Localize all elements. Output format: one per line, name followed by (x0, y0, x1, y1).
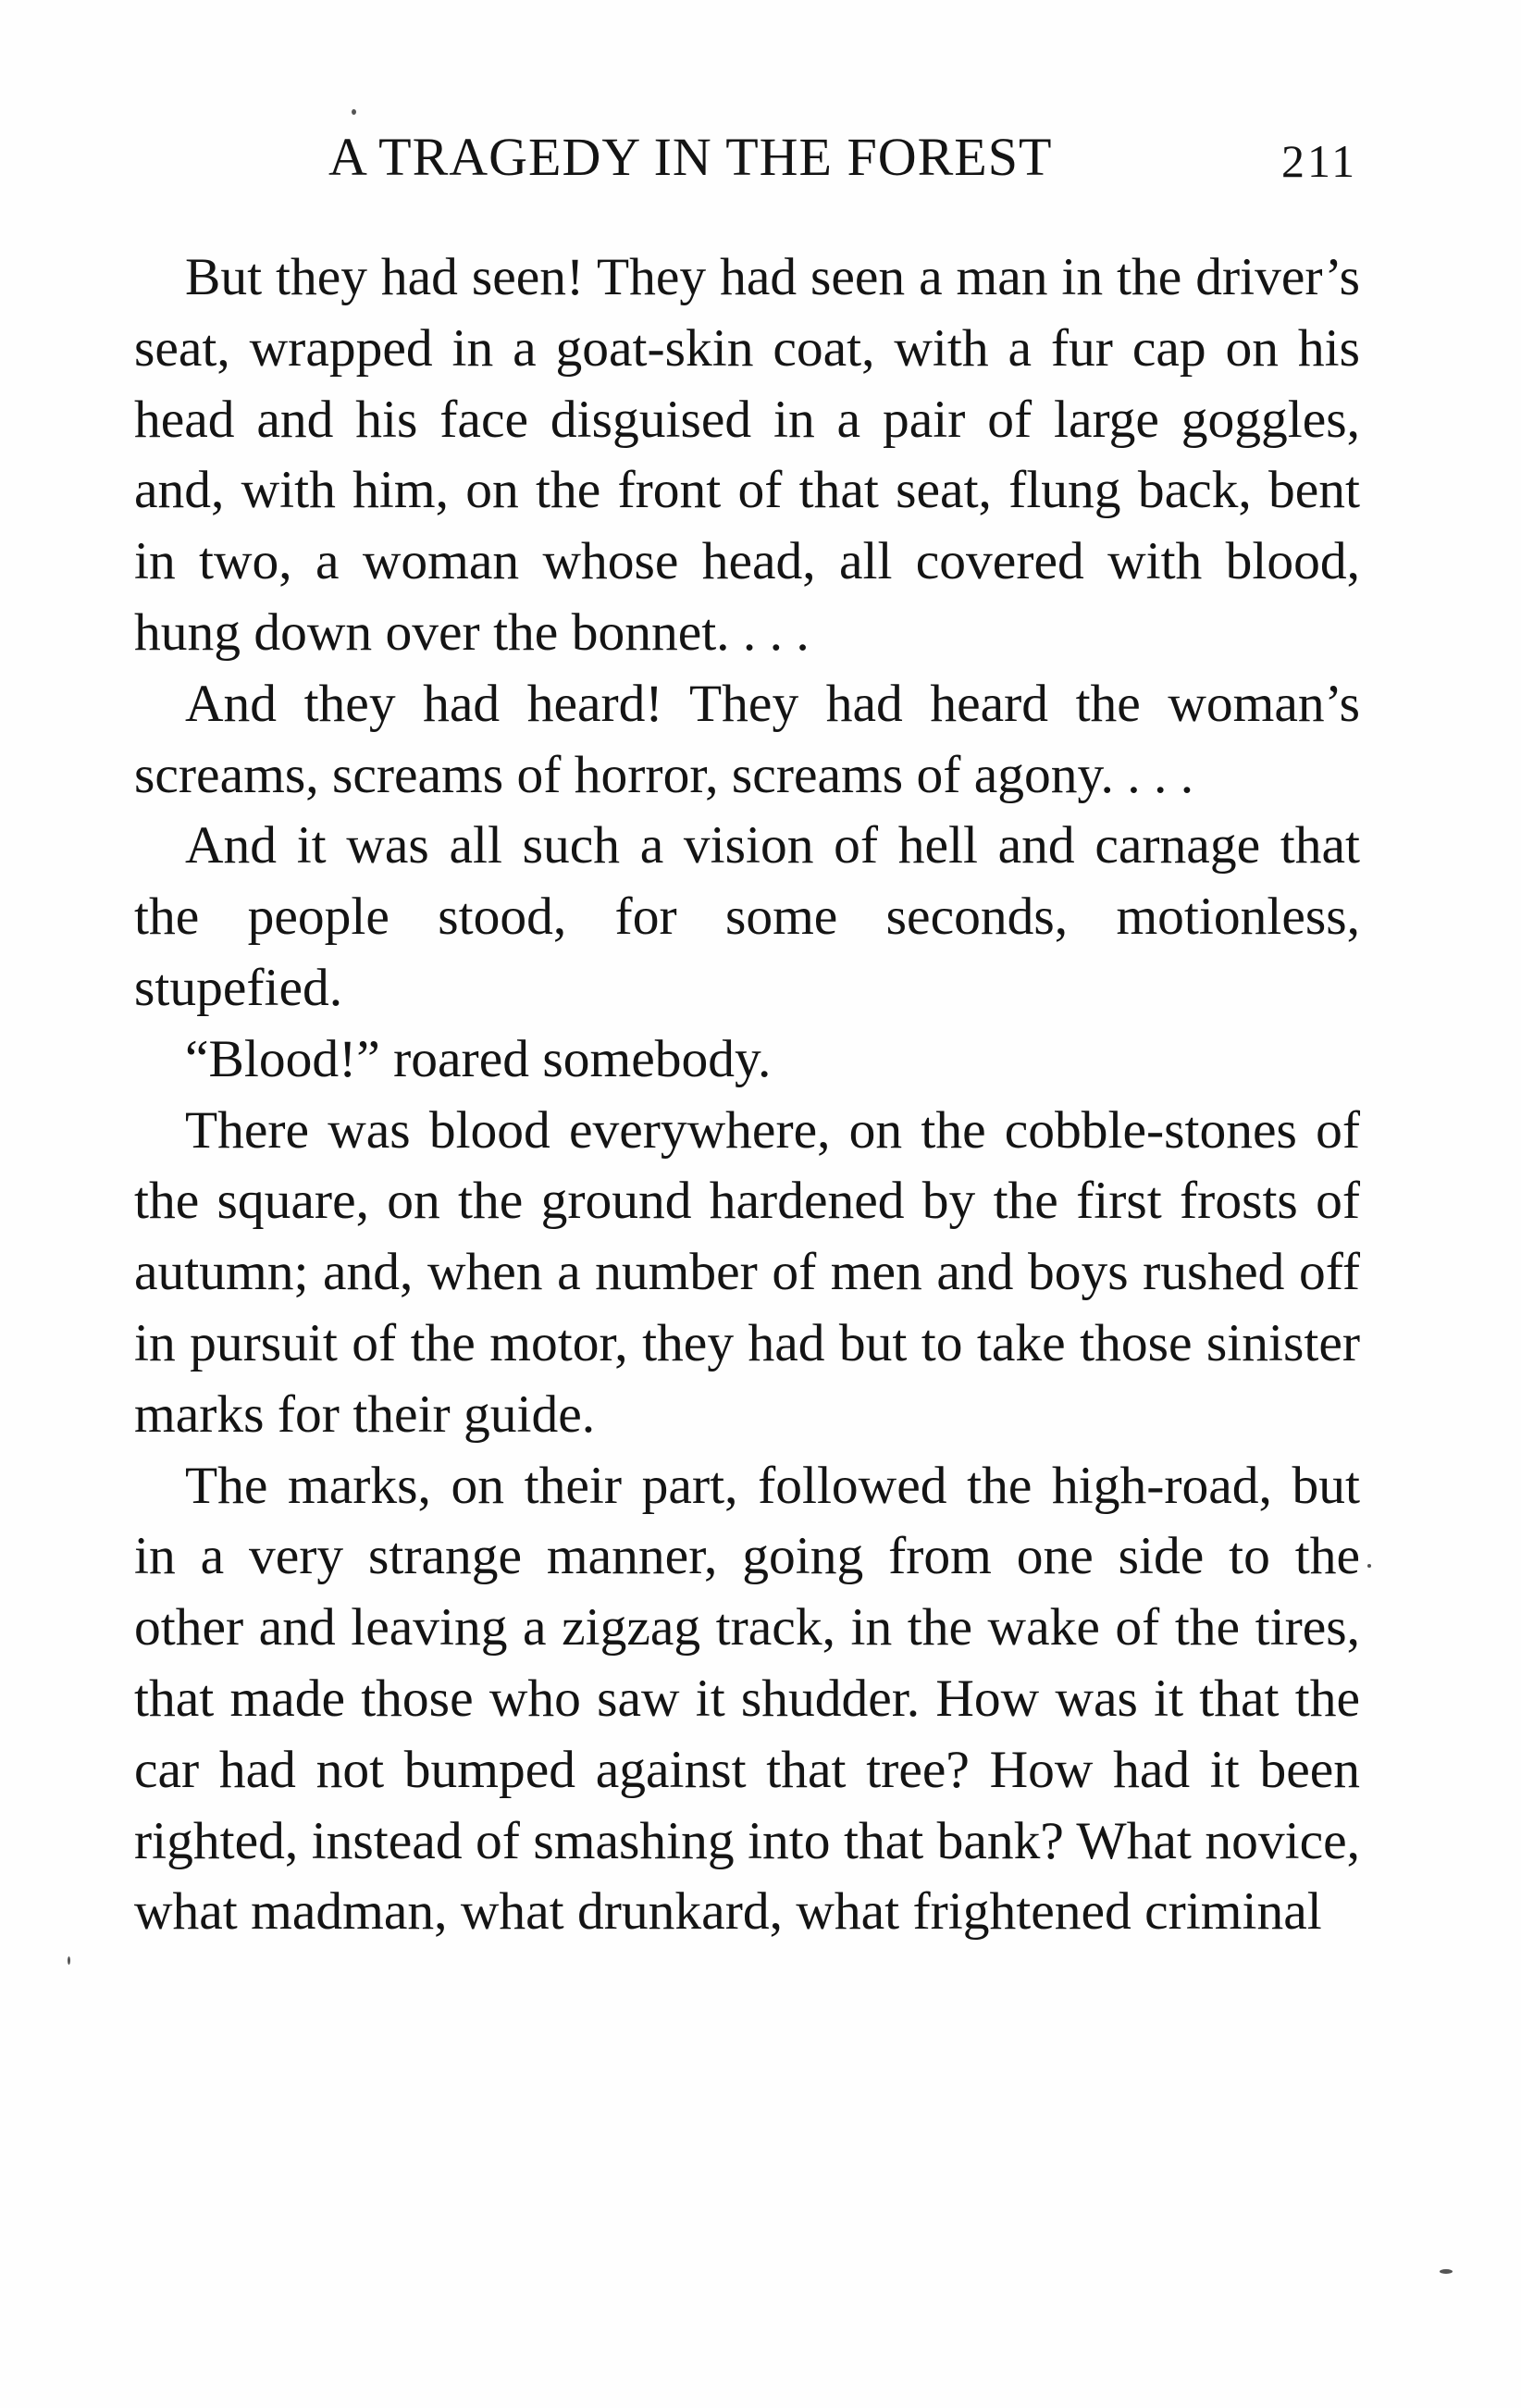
paragraph: The marks, on their part, followed the high-road, but in a very strange manner, going from one side to the other and leaving a zigzag track, in the wake of the tires, that made those who saw it shudder. How was it that the car had not bumped against that tree? How had it been righted, instead of smashing into that bank? What novice, what madman, what drunkard, what frightened criminal (134, 1456, 1360, 1942)
scan-speck (1367, 1564, 1371, 1568)
scan-speck (1440, 2269, 1453, 2274)
paragraph: And it was all such a vision of hell and carnage that the people stood, for some seconds, motionless, stupefied. (134, 816, 1360, 1017)
paragraph: And they had heard! They had heard the woman’s screams, screams of horror, screams of agony. . . . (134, 674, 1360, 804)
page-number: 211 (1281, 135, 1358, 187)
body-text (134, 242, 1360, 1948)
running-header (0, 120, 1521, 194)
scan-speck (68, 1956, 70, 1965)
paragraph: There was blood everywhere, on the cobble-stones of the square, on the ground hardened by the first frosts of autumn; and, when a number of men and boys rushed off in pursuit of the motor, they had but to take those sinister marks for their guide. (134, 1100, 1360, 1444)
paragraph: “Blood!” roared somebody. (185, 1029, 772, 1088)
running-title: A TRAGEDY IN THE FOREST (328, 127, 1053, 187)
scan-speck (352, 109, 356, 115)
paragraph: But they had seen! They had seen a man in the driver’s seat, wrapped in a goat-skin coat, with a fur cap on his head and his face disguised in a pair of large goggles, and, with him, on the front of that seat, flung back, bent in two, a woman whose head, all covered with blood, hung down over the bonnet. . . . (134, 248, 1360, 662)
